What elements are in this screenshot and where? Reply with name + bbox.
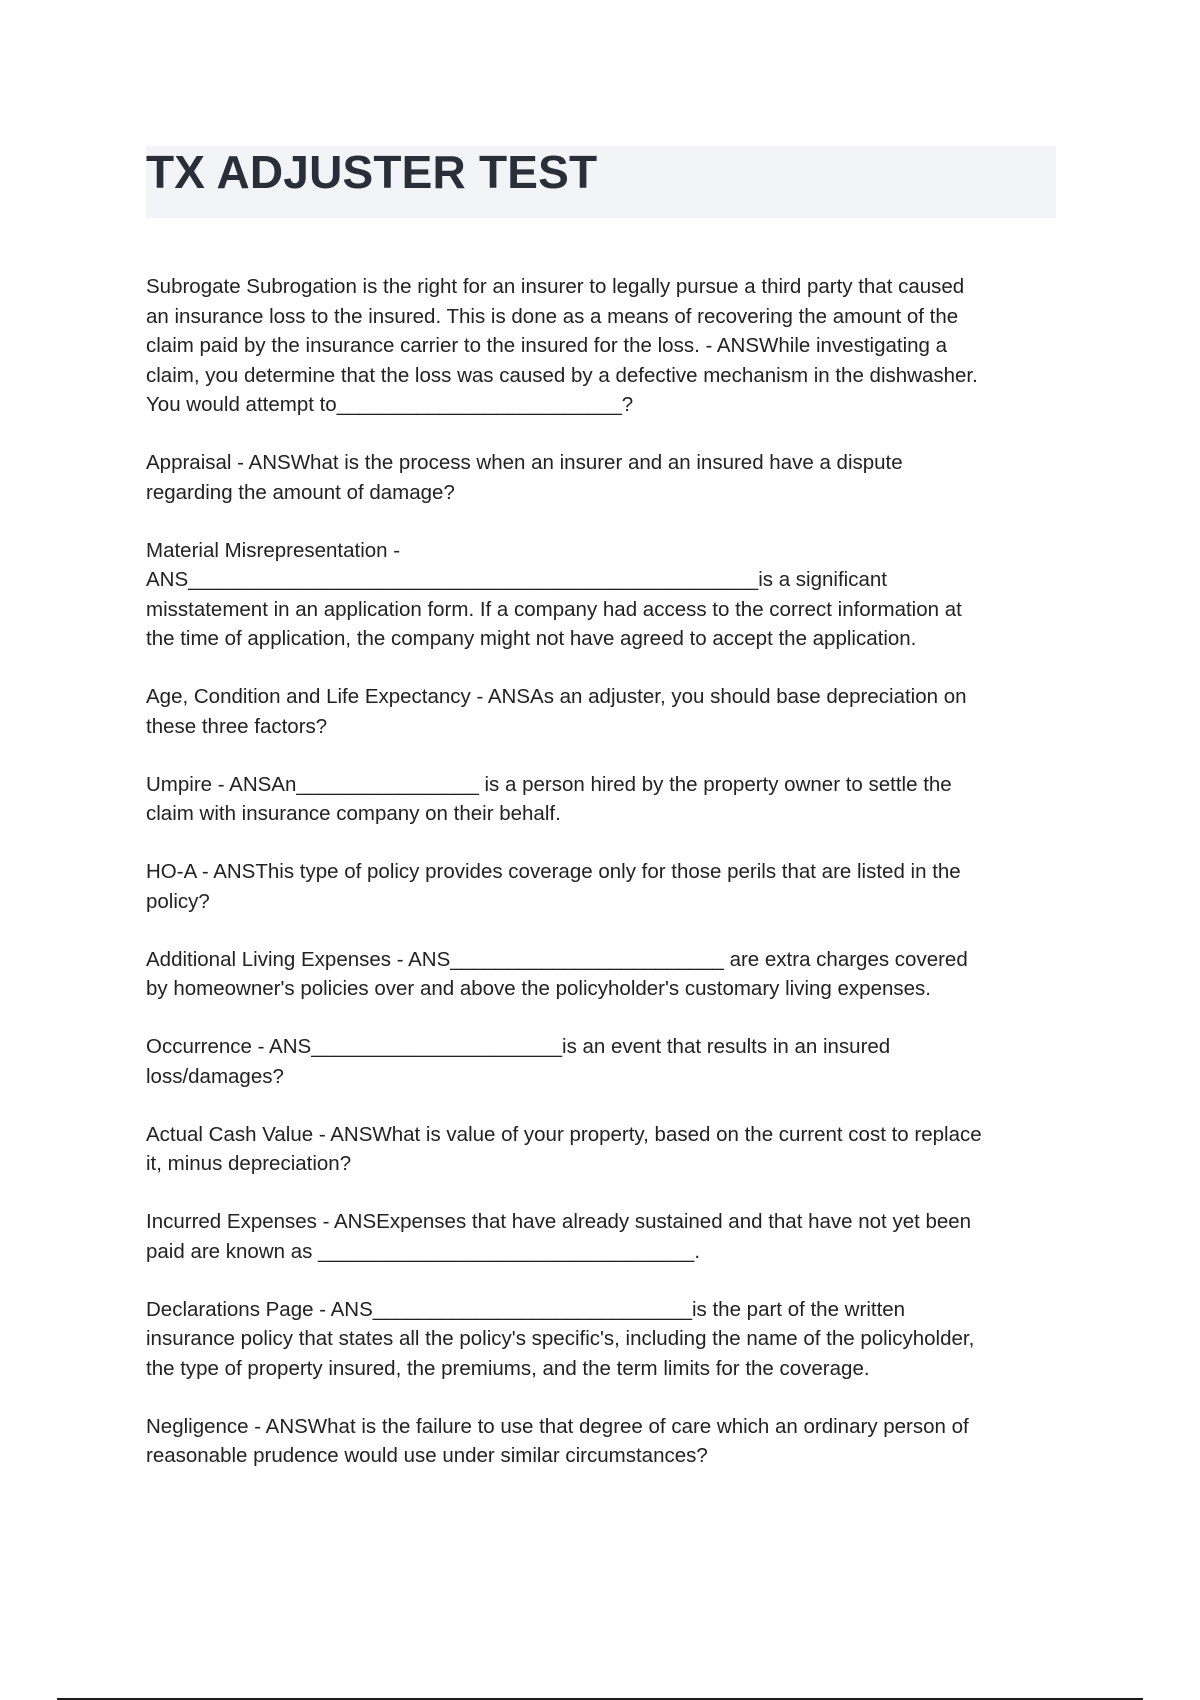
qa-item-actual-cash-value: Actual Cash Value - ANSWhat is value of your property, based on the current cost to replace it, minus depreciation?	[146, 1122, 982, 1175]
qa-item-material-misrepresentation: Material Misrepresentation - ANS__________________________________________________is a significant misstatement in an application form. If a company had access to the correct information at the time of application, the company might not have agreed to accept the application.	[146, 538, 962, 650]
qa-item-declarations-page: Declarations Page - ANS____________________________is the part of the written insurance policy that states all the policy's specific's, including the name of the policyholder, the type of property insured, the premiums, and the term limits for the coverage.	[146, 1297, 975, 1380]
qa-item-incurred-expenses: Incurred Expenses - ANSExpenses that have already sustained and that have not yet been paid are known as _________________________________.	[146, 1210, 972, 1263]
qa-item-depreciation-factors: Age, Condition and Life Expectancy - ANSAs an adjuster, you should base depreciation on these three factors?	[146, 685, 967, 738]
qa-item-appraisal: Appraisal - ANSWhat is the process when an insurer and an insured have a dispute regarding the amount of damage?	[146, 451, 903, 504]
qa-item-umpire: Umpire - ANSAn________________ is a person hired by the property owner to settle the claim with insurance company on their behalf.	[146, 772, 952, 825]
qa-item-additional-living-expenses: Additional Living Expenses - ANS________________________ are extra charges covered by homeowner's policies over and above the policyholder's customary living expenses.	[146, 947, 968, 1000]
qa-item-subrogation: Subrogate Subrogation is the right for an insurer to legally pursue a third party that caused an insurance loss to the insured. This is done as a means of recovering the amount of the claim paid by the insurance carrier to the insured for the loss. - ANSWhile investigating a claim, you determine that the loss was caused by a defective mechanism in the dishwasher. You would attempt to_________________________?	[146, 275, 978, 416]
qa-list	[146, 272, 1056, 1499]
qa-item-ho-a: HO-A - ANSThis type of policy provides coverage only for those perils that are listed in the policy?	[146, 860, 961, 913]
qa-item-occurrence: Occurrence - ANS______________________is an event that results in an insured loss/damages?	[146, 1035, 891, 1088]
document-title: TX ADJUSTER TEST	[146, 146, 598, 198]
qa-item-negligence: Negligence - ANSWhat is the failure to use that degree of care which an ordinary person of reasonable prudence would use under similar circumstances?	[146, 1414, 969, 1467]
